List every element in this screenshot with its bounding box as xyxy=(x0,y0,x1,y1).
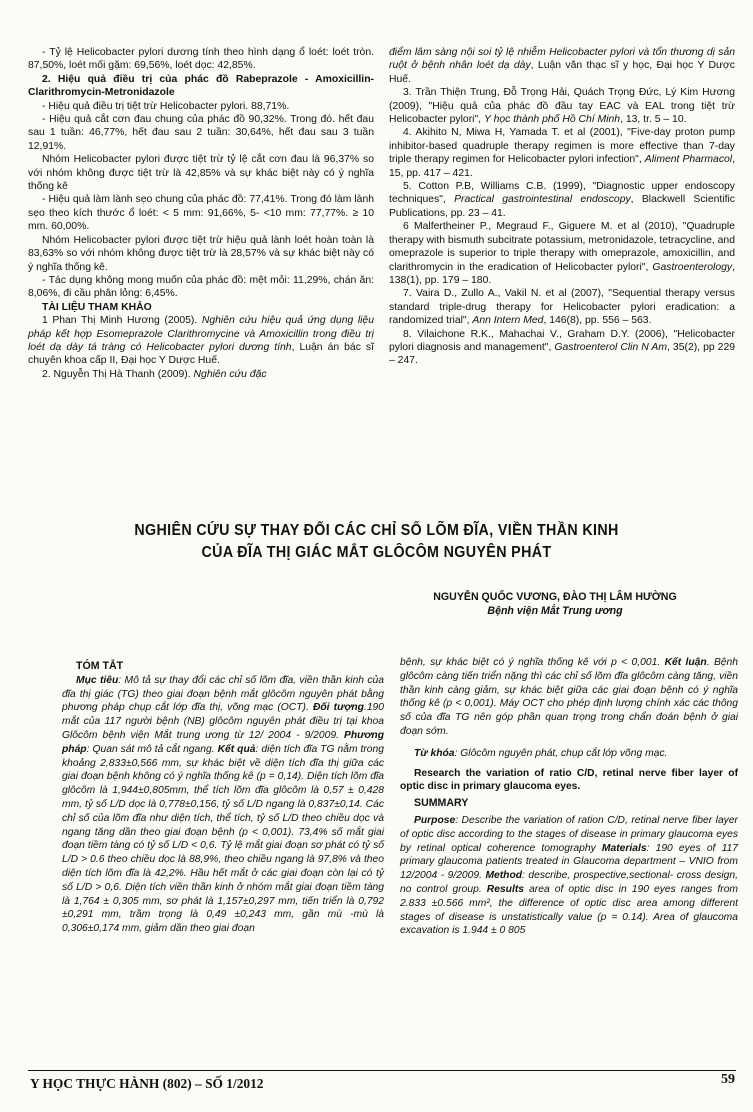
abstract-continuation: bệnh, sự khác biệt có ý nghĩa thống kê với p < 0,001. Kết luận. Bệnh glôcôm càng tiến triển nặng thì các chỉ số lõm đĩa glôcôm càng tăng, viền thần kinh càng giảm, sự khác biệt giữa các giai đoạn bệnh có ý nghĩa thống kê (p < 0,001). Máy OCT cho phép định lượng chính xác các thông số của đĩa TG nên góp phần quan trọng trong chẩn đoán bệnh ở giai đoạn sớm. xyxy=(400,657,738,737)
paragraph: - Hiệu quả điều trị tiệt trừ Helicobacter pylori. 88,71%. xyxy=(42,100,290,112)
reference-item: 5. Cotton P.B, Williams C.B. (1999), "Diagnostic upper endoscopy techniques", Practical gastrointestinal endoscopy, Blackwell Scientific Publications, pp. 23 – 41. xyxy=(389,181,735,219)
page-number: 59 xyxy=(721,1072,735,1087)
affiliation: Bệnh viện Mắt Trung ương xyxy=(487,605,623,617)
paragraph: - Hiệu quả cắt cơn đau chung của phác đồ 90,32%. Trong đó. hết đau sau 1 tuần: 46,77%, hết đau sau 2 tuần: 30,64%, hết đau sau 3 tuần 12,91%. xyxy=(28,114,374,152)
paragraph: - Tác dụng không mong muốn của phác đồ: mệt mỏi: 11,29%, chán ăn: 8,06%, đi cầu phân lỏng: 6,45%. xyxy=(28,274,374,300)
reference-item: 7. Vaira D., Zullo A., Vakil N. et al (2007), "Sequential therapy versus standard triple-drug therapy for Helicobacter pylori eradication: a randomized trial", Ann Intern Med, 146(8), pp. 556 – 563. xyxy=(389,288,735,327)
paragraph: - Hiệu quả làm lành sẹo chung của phác đồ: 77,41%. Trong đó làm lành sẹo theo kích thước ổ loét: < 5 mm: 91,66%, 5- <10 mm: 77,77%. ≥ 10 mm. 60,00%. xyxy=(28,194,374,233)
abstract-left-column xyxy=(62,660,384,936)
abstract-body: Mục tiêu: Mô tả sự thay đổi các chỉ số lõm đĩa, viền thần kinh của đĩa thị giác (TG) theo giai đoạn bệnh mắt glôcôm nguyên phát bằng phương pháp chụp cắt lớp đĩa thị, võng mạc (OCT). Đối tượng.190 mắt của 117 người bệnh (NB) glôcôm nguyên phát điều trị tại khoa Glôcôm bệnh viện Mắt trung ương từ 12/ 2004 - 9/2009. Phương pháp: Quan sát mô tả cắt ngang. Kết quả: diện tích đĩa TG nằm trong khoảng 2,833±0,566 mm, sự khác biệt về diện tích đĩa thị giữa các giai đoạn bệnh không có ý nghĩa thống kê (p = 0,14). Diện tích lõm đĩa glôcôm là 1,944±0,805mm, thể tích lõm đĩa glôcôm là 0,57 ± 0,428 mm, tỷ số L/D dọc là 0,778±0,156, tỷ số L/D ngang là 0,837±0,14. Các chỉ số của lõm đĩa như diện tích, thể tích, tỷ số L/D theo chiều dọc và ngang tăng dần theo giai đoạn bệnh (p < 0,001). 73,4% số mắt giai đoạn tiềm tàng có tỷ số L/D < 0,6. Tỷ lệ mắt giai đoạn sơ phát có tỷ số L/D > 0.6 theo chiều dọc là 88,9%, theo chiều ngang là 97,8% và theo diện tích lõm đĩa là 42,2%. Hầu hết mắt ở các giai đoạn còn lại có tỷ số L/D > 0,6. Diện tích viền thần kinh ở nhóm mắt giai đoạn tiềm tàng là 1,764 ± 0,305 mm, sơ phát là 1,157±0,297 mm, tiến triển là 0,792 ±0,291 mm, trầm trọng là 0,49 ±0,243 mm, gần mù -mù là 0,306±0,174 mm, giảm dần theo giai đoạn xyxy=(62,674,385,935)
journal-name: Y HỌC THỰC HÀNH (802) – SỐ 1/2012 xyxy=(30,1076,264,1091)
summary-heading: SUMMARY xyxy=(414,797,469,810)
reference-item: 6 Malfertheiner P., Megraud F., Giguere M. et al (2010), "Quadruple therapy with bismuth subcitrate potassium, metronidazole, tetracycline, and omeprazole is superior to triple therapy with omeprazole, amoxicillin, and clarithromycin in the eradication of Helicobacter pylori", Gastroenterology, 138(1), pp. 179 – 180. xyxy=(389,221,735,286)
reference-continuation: điểm lâm sàng nội soi tỷ lệ nhiễm Helicobacter pylori và tổn thương dị sản ruột ở bệnh nhân loét dạ dày, Luận văn thạc sĩ y học, Đại học Y Dược Huế. xyxy=(389,47,735,85)
reference-item: 8. Vilaichone R.K., Mahachai V., Graham D.Y. (2006), "Helicobacter pylori diagnosis and management", Gastroenterol Clin N Am, 35(2), pp 229 – 247. xyxy=(389,328,736,367)
summary-body: Purpose: Describe the variation of ration C/D, retinal nerve fiber layer of optic disc according to the stages of disease in primary glaucoma eyes by retinal optical coherence tomography Materials: 190 eyes of 117 primary glaucoma patients treated in Glaucoma department – VNIO from 12/2004 - 9/2009. Method: describe, prospective,sectional- cross design, no control group. Results area of optic disc in 190 eyes ranges from 2.833 ±0.566 mm², the difference of optic disc area among different stages of disease is unstatistically value (p = 0.14). Area of glaucoma excavation is 1.944 ± 0 805 xyxy=(400,814,738,937)
paragraph: - Tỷ lệ Helicobacter pylori dương tính theo hình dạng ổ loét: loét tròn. 87,50%, loét mối gặm: 69,56%, loét dọc: 42,85%. xyxy=(28,47,374,72)
references-heading: TÀI LIỆU THAM KHẢO xyxy=(42,301,152,313)
author-block xyxy=(380,590,730,618)
reference-item: 1 Phan Thị Minh Hương (2005). Nghiên cứu hiệu quả ứng dụng liệu pháp kết hợp Esomeprazole Clarithromycine và Amoxicillin trong điều trị loét dạ dày tá tràng có Helicobacter pylori dương tính, Luận án bác sĩ chuyên khoa cấp II, Đại học Y Dược Huế. xyxy=(28,315,374,367)
top-right-column xyxy=(389,46,735,368)
abstract-right-column xyxy=(400,656,738,938)
footer-rule xyxy=(28,1070,736,1071)
reference-item: 4. Akihito N, Miwa H, Yamada T. et al (2001), "Five-day proton pump inhibitor-based quadruple therapy regimen is more effective than 7-day triple therapy regimen for Helicobacter pylori infection", Aliment Pharmacol, 15, pp. 417 – 421. xyxy=(389,127,735,179)
keywords: Từ khóa: Glôcôm nguyên phát, chụp cắt lớp võng mạc. xyxy=(414,747,668,759)
abstract-heading: TÓM TẮT xyxy=(76,660,124,672)
english-title: Research the variation of ratio C/D, retinal nerve fiber layer of optic disc in primary glaucoma eyes. xyxy=(400,767,738,793)
top-left-column xyxy=(28,46,374,381)
article-title-line-2: CỦA ĐĨA THỊ GIÁC MẮT GLÔCÔM NGUYÊN PHÁT xyxy=(201,544,552,561)
authors: NGUYỄN QUỐC VƯƠNG, ĐÀO THỊ LÂM HƯỜNG xyxy=(433,591,677,603)
reference-item: 3. Trần Thiện Trung, Đỗ Trọng Hải, Quách Trọng Đức, Lý Kim Hương (2009), "Hiệu quả của phác đồ đầu tay EAC và EAL trong tiệt trừ Helicobacter pylori", Y học thành phố Hồ Chí Minh, 13, tr. 5 – 10. xyxy=(389,87,735,126)
article-title-line-1: NGHIÊN CỨU SỰ THAY ĐỔI CÁC CHỈ SỐ LÕM ĐĨA, VIỀN THẦN KINH xyxy=(134,522,619,539)
section-heading: 2. Hiệu quả điều trị của phác đồ Rabeprazole - Amoxicillin-Clarithromycin-Metronidazole xyxy=(28,73,374,99)
paragraph: Nhóm Helicobacter pylori được tiệt trừ tỷ lệ cắt cơn đau là 96,37% so với nhóm không được tiệt trừ là 42,85% và sự khác biệt này có ý nghĩa thống kê xyxy=(28,154,374,193)
paragraph: Nhóm Helicobacter pylori được tiệt trừ hiệu quả lành loét hoàn toàn là 83,63% so với nhóm không được tiệt trừ là 28,57% và sự khác biệt này có ý nghĩa thống kê. xyxy=(28,234,374,273)
article-title xyxy=(0,520,753,564)
reference-item: 2. Nguyễn Thị Hà Thanh (2009). Nghiên cứu đặc xyxy=(42,368,267,380)
